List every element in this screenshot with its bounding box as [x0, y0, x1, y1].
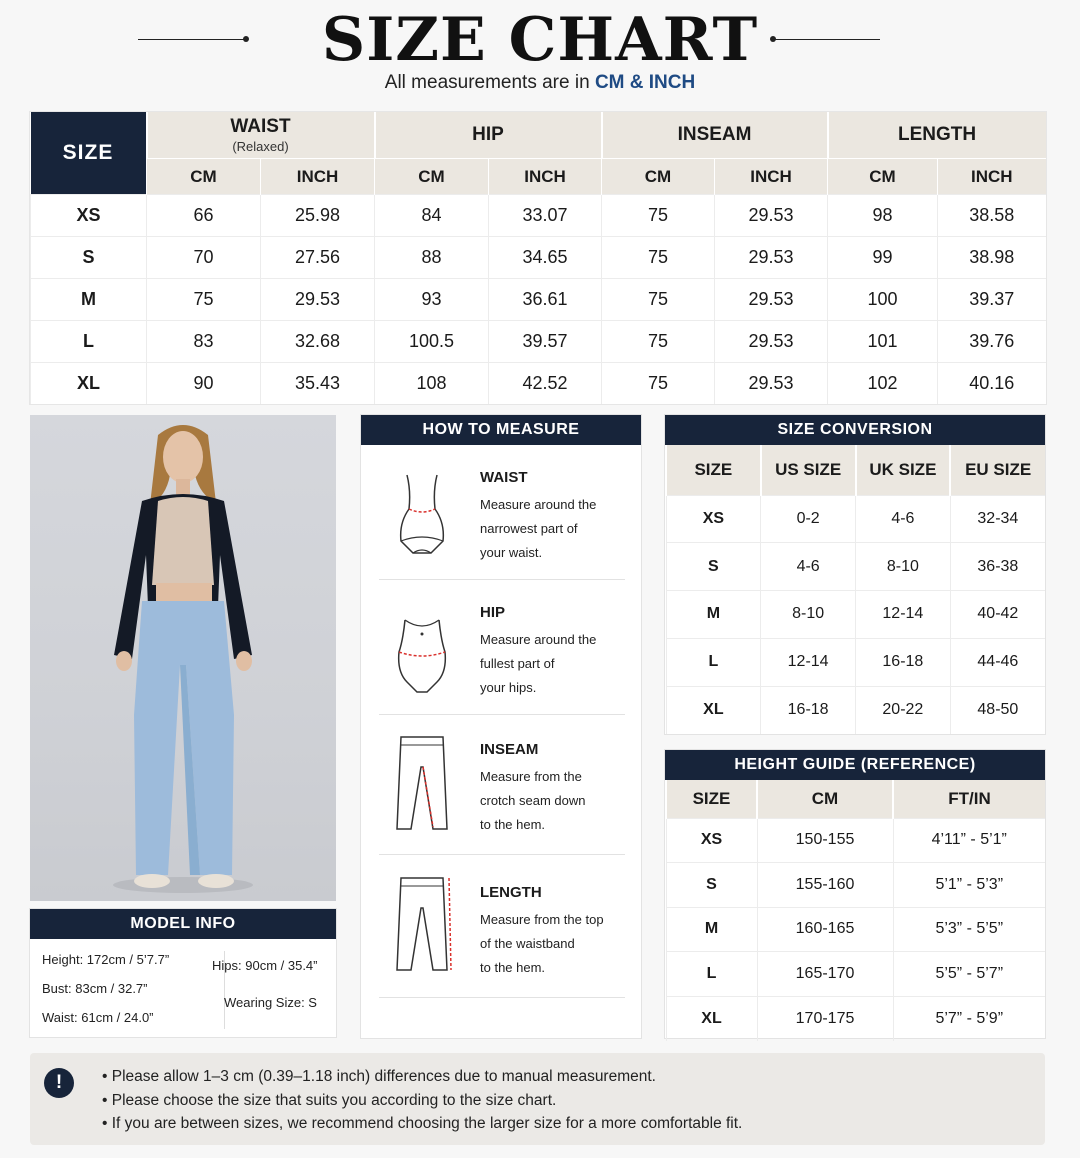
height-column-header: CM: [757, 780, 893, 818]
value-cell: 5’3” - 5’5”: [893, 907, 1045, 952]
model-wearing-size: Wearing Size: S: [224, 995, 317, 1010]
value-cell: 33.07: [489, 195, 602, 237]
unit-header: INCH: [261, 159, 375, 195]
unit-header: INCH: [715, 159, 828, 195]
notes-list: [102, 1065, 742, 1136]
size-cell: M: [666, 907, 757, 952]
value-cell: 98: [828, 195, 938, 237]
unit-header: CM: [147, 159, 261, 195]
value-cell: 8-10: [761, 591, 856, 639]
value-cell: 32-34: [950, 495, 1045, 543]
value-cell: 48-50: [950, 686, 1045, 734]
model-bust: Bust: 83cm / 32.7”: [42, 981, 148, 996]
inseam-group-header: INSEAM: [602, 112, 828, 159]
value-cell: 36.61: [489, 279, 602, 321]
model-hips: Hips: 90cm / 35.4”: [212, 958, 318, 973]
waist-icon: [387, 471, 457, 571]
hip-group-header: HIP: [375, 112, 602, 159]
value-cell: 5’7” - 5’9”: [893, 996, 1045, 1041]
value-cell: 20-22: [856, 686, 951, 734]
height-guide-table: [665, 780, 1045, 1041]
measure-desc-line: to the hem.: [480, 817, 546, 832]
value-cell: 100.5: [375, 321, 489, 363]
value-cell: 29.53: [715, 321, 828, 363]
value-cell: 12-14: [856, 591, 951, 639]
page-subtitle: [0, 72, 1080, 94]
size-cell: XL: [31, 363, 147, 405]
unit-header: INCH: [489, 159, 602, 195]
value-cell: 40.16: [938, 363, 1046, 405]
model-illustration: [30, 415, 336, 901]
value-cell: 40-42: [950, 591, 1045, 639]
subtitle-units: CM & INCH: [594, 72, 696, 93]
length-group-header: LENGTH: [828, 112, 1046, 159]
measure-description: [480, 908, 630, 980]
measure-description: [480, 765, 630, 837]
size-conversion-body: [666, 495, 1045, 734]
value-cell: 16-18: [761, 686, 856, 734]
unit-header: CM: [375, 159, 489, 195]
value-cell: 70: [147, 237, 261, 279]
measure-divider: [379, 854, 625, 855]
value-cell: 4-6: [761, 543, 856, 591]
height-row: [666, 996, 1045, 1041]
measure-desc-line: of the waistband: [480, 936, 575, 951]
measure-divider: [379, 579, 625, 580]
measure-title: WAIST: [480, 469, 528, 486]
note-item: • Please allow 1–3 cm (0.39–1.18 inch) differences due to manual measurement.: [102, 1065, 742, 1089]
measure-desc-line: to the hem.: [480, 960, 546, 975]
size-chart-row: [31, 363, 1046, 405]
note-item: • Please choose the size that suits you according to the size chart.: [102, 1089, 742, 1113]
length-icon: [387, 874, 457, 974]
conv-column-header: US SIZE: [761, 445, 856, 495]
model-photo: [30, 415, 336, 901]
size-conversion-heading: SIZE CONVERSION: [665, 415, 1045, 445]
size-cell: M: [31, 279, 147, 321]
value-cell: 38.58: [938, 195, 1046, 237]
value-cell: 88: [375, 237, 489, 279]
value-cell: 0-2: [761, 495, 856, 543]
measure-desc-line: narrowest part of: [480, 521, 578, 536]
how-to-measure-panel: [361, 415, 641, 1038]
value-cell: 102: [828, 363, 938, 405]
value-cell: 93: [375, 279, 489, 321]
height-row: [666, 818, 1045, 863]
size-chart-row: [31, 237, 1046, 279]
height-column-header: SIZE: [666, 780, 757, 818]
measure-desc-line: Measure from the top: [480, 912, 604, 927]
height-row: [666, 863, 1045, 908]
value-cell: 75: [602, 237, 715, 279]
measure-desc-line: fullest part of: [480, 656, 555, 671]
size-conversion-panel: [665, 415, 1045, 734]
value-cell: 27.56: [261, 237, 375, 279]
value-cell: 29.53: [715, 237, 828, 279]
value-cell: 155-160: [757, 863, 893, 908]
conversion-row: [666, 495, 1045, 543]
unit-header: CM: [602, 159, 715, 195]
value-cell: 16-18: [856, 638, 951, 686]
measure-desc-line: Measure from the: [480, 769, 582, 784]
value-cell: 5’5” - 5’7”: [893, 952, 1045, 997]
conversion-row: [666, 591, 1045, 639]
size-chart-row: [31, 321, 1046, 363]
value-cell: 4-6: [856, 495, 951, 543]
conversion-row: [666, 686, 1045, 734]
value-cell: 75: [147, 279, 261, 321]
measure-title: INSEAM: [480, 741, 539, 758]
conversion-row: [666, 543, 1045, 591]
value-cell: 29.53: [715, 279, 828, 321]
model-info-panel: [30, 909, 336, 1037]
value-cell: 29.53: [715, 363, 828, 405]
value-cell: 29.53: [261, 279, 375, 321]
value-cell: 66: [147, 195, 261, 237]
size-cell: XL: [666, 996, 757, 1041]
value-cell: 8-10: [856, 543, 951, 591]
value-cell: 44-46: [950, 638, 1045, 686]
measure-desc-line: Measure around the: [480, 497, 597, 512]
value-cell: 99: [828, 237, 938, 279]
waist-group-note: (Relaxed): [232, 139, 289, 154]
value-cell: 170-175: [757, 996, 893, 1041]
model-waist: Waist: 61cm / 24.0”: [42, 1010, 154, 1025]
value-cell: 165-170: [757, 952, 893, 997]
measure-description: [480, 628, 630, 700]
value-cell: 75: [602, 195, 715, 237]
size-cell: XS: [31, 195, 147, 237]
height-row: [666, 952, 1045, 997]
value-cell: 39.76: [938, 321, 1046, 363]
value-cell: 101: [828, 321, 938, 363]
note-item: • If you are between sizes, we recommend choosing the larger size for a more comfortable fit.: [102, 1112, 742, 1136]
conv-column-header: EU SIZE: [950, 445, 1045, 495]
size-cell: S: [666, 543, 761, 591]
measure-title: HIP: [480, 604, 506, 621]
value-cell: 100: [828, 279, 938, 321]
size-cell: L: [666, 638, 761, 686]
value-cell: 90: [147, 363, 261, 405]
measure-divider: [379, 714, 625, 715]
size-chart-row: [31, 195, 1046, 237]
value-cell: 75: [602, 279, 715, 321]
value-cell: 5’1” - 5’3”: [893, 863, 1045, 908]
info-icon: !: [44, 1068, 74, 1098]
size-cell: XL: [666, 686, 761, 734]
value-cell: 42.52: [489, 363, 602, 405]
size-chart-table: [30, 112, 1046, 404]
value-cell: 150-155: [757, 818, 893, 863]
size-column-header: SIZE: [31, 112, 147, 195]
value-cell: 83: [147, 321, 261, 363]
value-cell: 36-38: [950, 543, 1045, 591]
measure-desc-line: Measure around the: [480, 632, 597, 647]
size-cell: L: [31, 321, 147, 363]
value-cell: 34.65: [489, 237, 602, 279]
conv-column-header: SIZE: [666, 445, 761, 495]
how-to-measure-heading: HOW TO MEASURE: [361, 415, 641, 445]
value-cell: 75: [602, 321, 715, 363]
waist-group-label: WAIST: [230, 116, 291, 137]
height-column-header: FT/IN: [893, 780, 1045, 818]
notes-box: [30, 1053, 1045, 1145]
value-cell: 32.68: [261, 321, 375, 363]
height-row: [666, 907, 1045, 952]
page-title: SIZE CHART: [321, 5, 759, 75]
subtitle-prefix: All measurements are in: [384, 72, 590, 93]
measure-desc-line: your waist.: [480, 545, 543, 560]
size-cell: S: [666, 863, 757, 908]
unit-header: CM: [828, 159, 938, 195]
inseam-icon: [387, 733, 457, 833]
model-height: Height: 172cm / 5’7.7”: [42, 952, 170, 967]
height-guide-body: [666, 818, 1045, 1041]
size-cell: XS: [666, 818, 757, 863]
measure-desc-line: crotch seam down: [480, 793, 586, 808]
size-chart-row: [31, 279, 1046, 321]
size-conversion-table: [665, 445, 1045, 734]
value-cell: 12-14: [761, 638, 856, 686]
value-cell: 25.98: [261, 195, 375, 237]
value-cell: 108: [375, 363, 489, 405]
size-chart-body: [31, 195, 1046, 405]
waist-group-header: [147, 112, 375, 159]
unit-header: INCH: [938, 159, 1046, 195]
measure-title: LENGTH: [480, 884, 542, 901]
conversion-row: [666, 638, 1045, 686]
conv-column-header: UK SIZE: [856, 445, 951, 495]
size-cell: XS: [666, 495, 761, 543]
measure-description: [480, 493, 630, 565]
value-cell: 4’11” - 5’1”: [893, 818, 1045, 863]
value-cell: 84: [375, 195, 489, 237]
size-cell: S: [31, 237, 147, 279]
value-cell: 39.37: [938, 279, 1046, 321]
height-guide-heading: HEIGHT GUIDE (REFERENCE): [665, 750, 1045, 780]
height-guide-panel: [665, 750, 1045, 1038]
measure-desc-line: your hips.: [480, 680, 537, 695]
value-cell: 160-165: [757, 907, 893, 952]
value-cell: 75: [602, 363, 715, 405]
measure-divider: [379, 997, 625, 998]
size-cell: M: [666, 591, 761, 639]
value-cell: 38.98: [938, 237, 1046, 279]
size-cell: L: [666, 952, 757, 997]
model-info-heading: MODEL INFO: [30, 909, 336, 939]
value-cell: 29.53: [715, 195, 828, 237]
value-cell: 39.57: [489, 321, 602, 363]
value-cell: 35.43: [261, 363, 375, 405]
hip-icon: [387, 612, 457, 712]
